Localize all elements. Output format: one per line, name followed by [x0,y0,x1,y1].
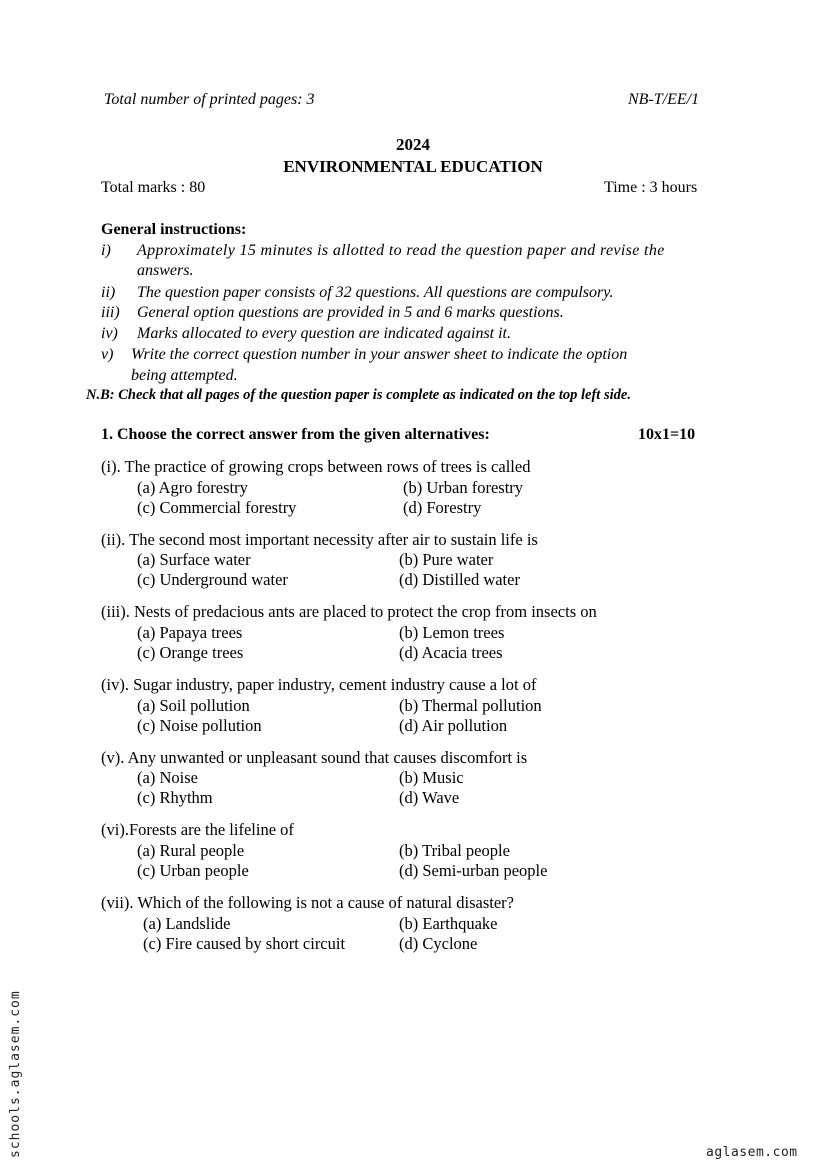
option-d: (d) Distilled water [399,570,520,589]
option-c: (c) Fire caused by short circuit [143,934,346,953]
option-b: (b) Earthquake [399,914,498,933]
paper-code: NB-T/EE/1 [628,91,700,108]
question-stem: (i). The practice of growing crops between rows of trees is called [101,457,531,476]
footer-watermark: aglasem.com [706,1145,798,1160]
instructions-heading: General instructions: [101,221,247,238]
instruction-text: Marks allocated to every question are indicated against it. [137,325,511,342]
instruction-number: ii) [101,284,116,301]
option-c: (c) Urban people [137,861,249,880]
instruction-text: The question paper consists of 32 questions. All questions are compulsory. [137,284,614,301]
question-stem: (iii). Nests of predacious ants are placed to protect the crop from insects on [101,602,597,621]
instruction-text: Approximately 15 minutes is allotted to read the question paper and revise the [137,242,665,259]
option-d: (d) Wave [399,788,460,807]
instruction-number: i) [101,242,111,259]
total-marks: Total marks : 80 [101,179,206,196]
option-a: (a) Rural people [137,841,245,860]
option-d: (d) Air pollution [399,716,508,735]
instruction-number: v) [101,346,114,363]
nb-note: N.B: Check that all pages of the question paper is complete as indicated on the top left side. [86,387,631,403]
side-watermark: schools.aglasem.com [8,990,23,1158]
option-c: (c) Rhythm [137,788,213,807]
exam-subject: ENVIRONMENTAL EDUCATION [283,157,543,176]
instruction-text: General option questions are provided in 5 and 6 marks questions. [137,304,564,321]
option-c: (c) Orange trees [137,643,244,662]
printed-pages-note: Total number of printed pages: 3 [104,91,315,108]
option-d: (d) Acacia trees [399,643,503,662]
question-stem: (vi).Forests are the lifeline of [101,820,294,839]
option-b: (b) Urban forestry [403,478,524,497]
question-stem: (iv). Sugar industry, paper industry, cement industry cause a lot of [101,675,537,694]
option-a: (a) Surface water [137,550,251,569]
option-b: (b) Thermal pollution [399,696,542,715]
option-d: (d) Semi-urban people [399,861,548,880]
option-a: (a) Papaya trees [137,623,243,642]
question-stem: (ii). The second most important necessity after air to sustain life is [101,530,538,549]
option-d: (d) Forestry [403,498,482,517]
option-b: (b) Music [399,768,464,787]
option-c: (c) Underground water [137,570,288,589]
option-a: (a) Landslide [143,914,231,933]
instruction-text: being attempted. [131,367,238,384]
instruction-number: iii) [101,304,120,321]
section-marks: 10x1=10 [638,426,696,443]
option-b: (b) Lemon trees [399,623,505,642]
exam-year: 2024 [396,135,430,154]
option-b: (b) Tribal people [399,841,510,860]
option-d: (d) Cyclone [399,934,478,953]
option-b: (b) Pure water [399,550,494,569]
instruction-number: iv) [101,325,118,342]
question-stem: (vii). Which of the following is not a cause of natural disaster? [101,893,514,912]
option-c: (c) Commercial forestry [137,498,297,517]
option-a: (a) Agro forestry [137,478,248,497]
option-a: (a) Soil pollution [137,696,250,715]
section-heading: 1. Choose the correct answer from the given alternatives: [101,426,490,443]
exam-time: Time : 3 hours [604,179,698,196]
option-c: (c) Noise pollution [137,716,262,735]
question-stem: (v). Any unwanted or unpleasant sound that causes discomfort is [101,748,528,767]
instruction-text: Write the correct question number in your answer sheet to indicate the option [131,346,628,363]
instruction-text: answers. [137,262,194,279]
option-a: (a) Noise [137,768,198,787]
